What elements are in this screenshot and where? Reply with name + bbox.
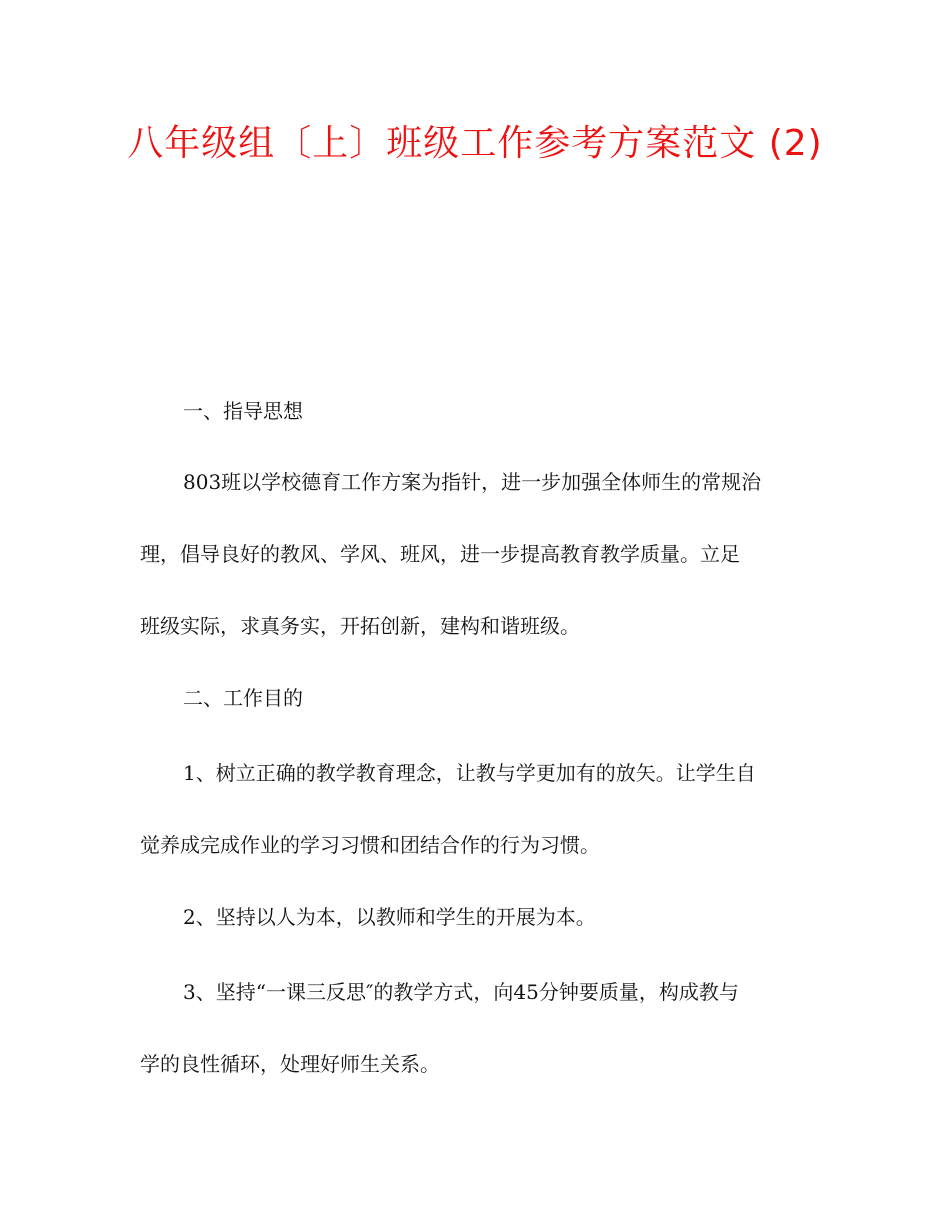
- paragraph-line: 2、坚持以人为本，以教师和学生的开展为本。: [183, 905, 596, 929]
- section-heading-guiding-thought: 一、指导思想: [183, 399, 303, 423]
- document-title: 八年级组〔上〕班级工作参考方案范文 (2): [127, 123, 823, 164]
- paragraph-line: 觉养成完成作业的学习习惯和团结合作的行为习惯。: [140, 833, 600, 857]
- paragraph-line: 3、坚持“一课三反思″的教学方式，向45分钟要质量，构成教与: [183, 980, 739, 1004]
- paragraph-line: 1、树立正确的教学教育理念，让教与学更加有的放矢。让学生自: [183, 761, 756, 785]
- paragraph-line: 班级实际，求真务实，开拓创新，建构和谐班级。: [140, 614, 580, 638]
- paragraph-line: 803班以学校德育工作方案为指针，进一步加强全体师生的常规治: [183, 470, 762, 494]
- paragraph-line: 学的良性循环，处理好师生关系。: [140, 1052, 440, 1076]
- paragraph-line: 理，倡导良好的教风、学风、班风，进一步提高教育教学质量。立足: [140, 542, 740, 566]
- section-heading-work-goals: 二、工作目的: [183, 686, 303, 710]
